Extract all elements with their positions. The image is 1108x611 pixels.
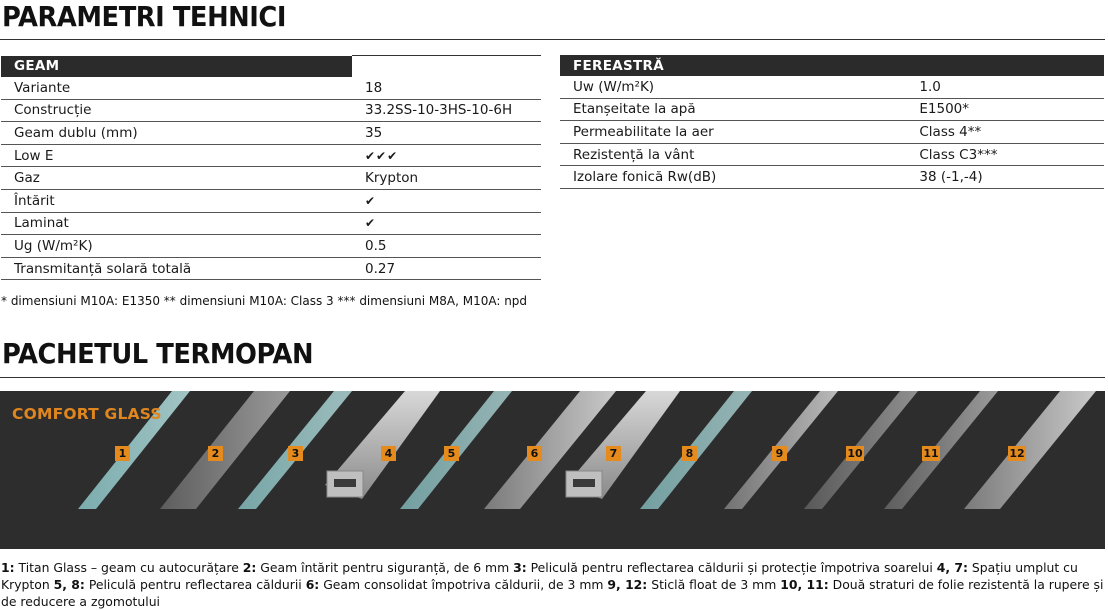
layer-label: 1 (115, 446, 130, 461)
fereastra-table (560, 55, 1104, 189)
geam-row-label: Low E (1, 144, 352, 167)
fereastra-row-value: Class C3*** (906, 143, 1104, 166)
fereastra-row-value: Class 4** (906, 121, 1104, 144)
layer-label: 7 (606, 446, 621, 461)
geam-row (1, 167, 541, 190)
geam-row-label: Construcție (1, 99, 352, 122)
geam-row-label: Transmitanță solară totală (1, 257, 352, 280)
geam-row-label: Laminat (1, 212, 352, 235)
legend-text: Titan Glass – geam cu autocurățare (14, 560, 243, 575)
layer-label: 8 (682, 446, 697, 461)
geam-row (1, 77, 541, 99)
geam-row (1, 212, 541, 235)
footnote: * dimensiuni M10A: E1350 ** dimensiuni M10A: Class 3 *** dimensiuni M8A, M10A: npd (1, 294, 528, 308)
geam-row-label: Variante (1, 77, 352, 99)
legend-key: 6: (305, 577, 320, 592)
geam-row-label: Gaz (1, 167, 352, 190)
pane-2 (160, 391, 290, 509)
layer-label: 9 (772, 446, 787, 461)
fereastra-row-value: 1.0 (906, 76, 1104, 98)
fereastra-row (560, 76, 1104, 98)
layer-label: 3 (288, 446, 303, 461)
geam-row-label: Ug (W/m²K) (1, 235, 352, 258)
legend-text: Două straturi de folie rezistentă la rupere și de reducere a zgomotului (1, 577, 1104, 609)
legend-text: Geam întărit pentru siguranță, de 6 mm (256, 560, 514, 575)
fereastra-row-value: 38 (-1,-4) (906, 166, 1104, 189)
geam-row-value: ✔✔✔ (352, 144, 541, 167)
legend-text: Peliculă pentru reflectarea căldurii (84, 577, 306, 592)
fereastra-row (560, 121, 1104, 144)
legend-key: 5, 8: (53, 577, 85, 592)
fereastra-row (560, 166, 1104, 189)
legend-text: Sticlă float de 3 mm (647, 577, 781, 592)
legend (1, 559, 1105, 610)
geam-table (1, 55, 541, 280)
fereastra-row-label: Permeabilitate la aer (560, 121, 906, 144)
geam-header: GEAM (1, 56, 352, 78)
comfort-glass-banner (0, 391, 1105, 549)
legend-text: Spațiu umplut cu Krypton (1, 560, 1078, 592)
geam-row-label: Întărit (1, 189, 352, 212)
layer-label: 2 (208, 446, 223, 461)
package-rule (0, 377, 1105, 378)
legend-key: 3: (513, 560, 527, 575)
geam-row (1, 257, 541, 280)
fereastra-row-label: Rezistență la vânt (560, 143, 906, 166)
title-rule (0, 39, 1105, 40)
layer-label: 11 (923, 447, 939, 460)
layer-label: 4 (381, 446, 396, 461)
legend-text: Peliculă pentru reflectarea căldurii și protecție împotriva soarelui (526, 560, 937, 575)
brand-label: COMFORT GLASS (12, 405, 162, 423)
geam-header-spacer (352, 56, 541, 78)
fereastra-header-right (906, 55, 1104, 76)
fereastra-row (560, 98, 1104, 121)
legend-key: 10, 11: (780, 577, 829, 592)
layer-label: 12 (1009, 447, 1025, 460)
legend-key: 4, 7: (936, 560, 968, 575)
glass-layers-illustration (0, 391, 1105, 549)
geam-row (1, 235, 541, 258)
layer-label: 6 (527, 446, 542, 461)
legend-key: 1: (1, 560, 15, 575)
geam-row (1, 144, 541, 167)
fereastra-row-label: Etanșeitate la apă (560, 98, 906, 121)
geam-row-value: 33.2SS-10-3HS-10-6H (352, 99, 541, 122)
geam-row-value: 35 (352, 122, 541, 145)
geam-row-value: Krypton (352, 167, 541, 190)
geam-row (1, 99, 541, 122)
fereastra-row-value: E1500* (906, 98, 1104, 121)
page-title-package: PACHETUL TERMOPAN (2, 337, 314, 370)
geam-row-value: ✔ (352, 212, 541, 235)
fereastra-header: FEREASTRĂ (560, 55, 906, 76)
layer-label: 5 (444, 446, 459, 461)
legend-text: Geam consolidat împotriva căldurii, de 3 mm (319, 577, 608, 592)
geam-row-value: 0.27 (352, 257, 541, 280)
legend-key: 2: (242, 560, 257, 575)
fereastra-row (560, 143, 1104, 166)
layer-label: 10 (847, 447, 863, 460)
geam-row (1, 189, 541, 212)
page-title-params: PARAMETRI TEHNICI (2, 0, 286, 33)
geam-row (1, 122, 541, 145)
fereastra-row-label: Uw (W/m²K) (560, 76, 906, 98)
pane-12 (964, 391, 1096, 509)
fereastra-row-label: Izolare fonică Rw(dB) (560, 166, 906, 189)
geam-row-value: ✔ (352, 189, 541, 212)
geam-row-label: Geam dublu (mm) (1, 122, 352, 145)
legend-key: 9, 12: (607, 577, 648, 592)
geam-row-value: 0.5 (352, 235, 541, 258)
geam-row-value: 18 (352, 77, 541, 99)
